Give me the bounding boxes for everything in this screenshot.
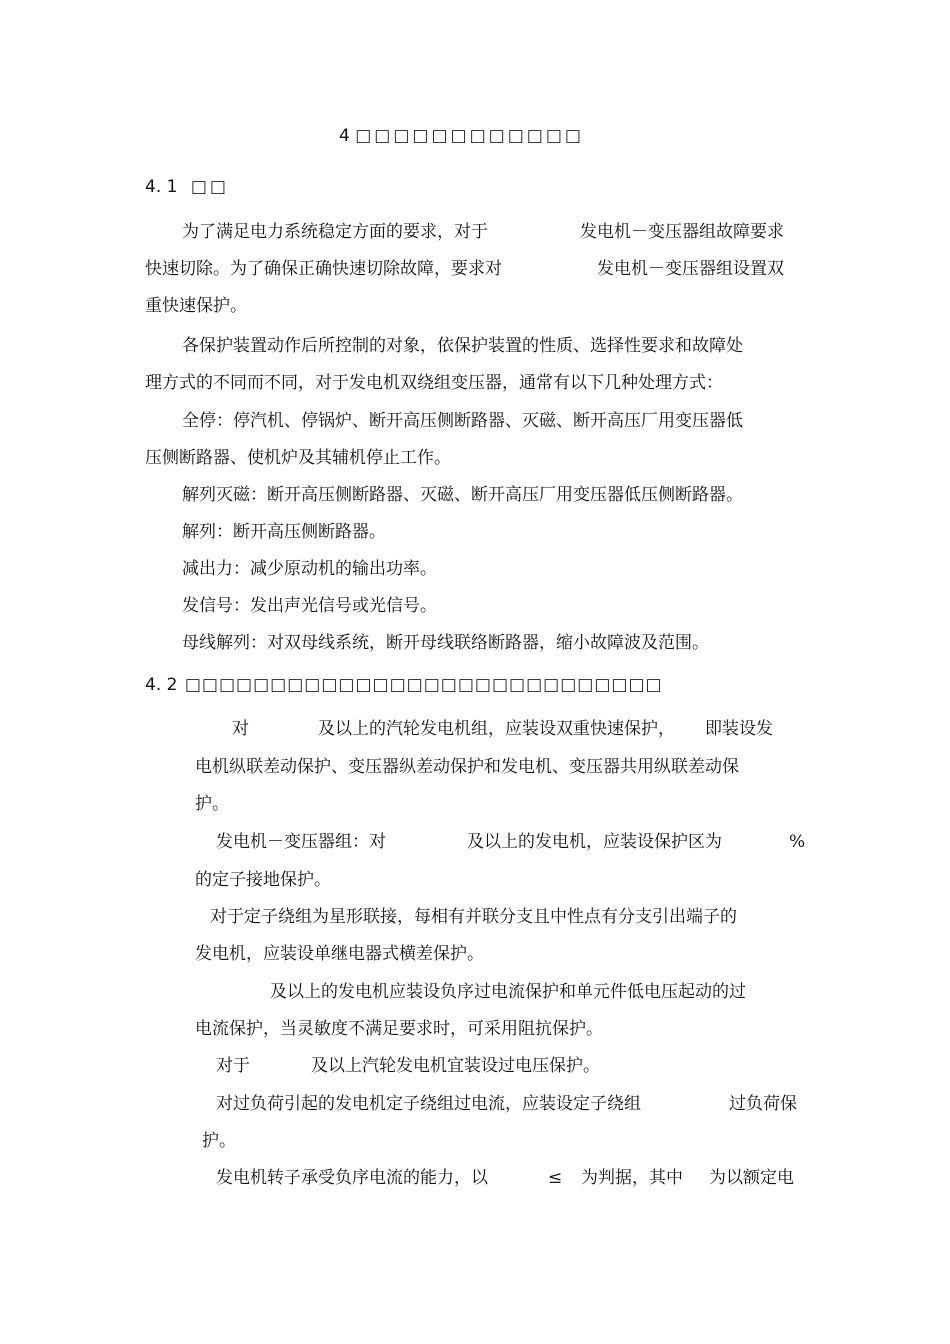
section-number: 4. 2	[145, 675, 178, 695]
paragraph-line: 及以上的发电机，应装设保护区为	[467, 832, 722, 852]
paragraph-line: 为了满足电力系统稳定方面的要求，对于	[182, 222, 488, 242]
paragraph-line: 对	[232, 719, 249, 739]
paragraph-line: 发电机－变压器组设置双	[597, 259, 784, 279]
paragraph-line: 快速切除。为了确保正确快速切除故障，要求对	[145, 259, 502, 279]
paragraph-line: 压侧断路器、使机炉及其辅机停止工作。	[145, 448, 451, 468]
paragraph-line: 及以上的发电机应装设负序过电流保护和单元件低电压起动的过	[270, 982, 746, 1002]
paragraph-line: 发电机－变压器组故障要求	[580, 222, 784, 242]
list-item: 解列：断开高压侧断路器。	[182, 522, 386, 542]
paragraph-line: 的定子接地保护。	[195, 870, 331, 890]
paragraph-line: ≤	[548, 1168, 563, 1188]
paragraph-line: 重快速保护。	[145, 296, 247, 316]
title-text: □□□□□□□□□□□□	[355, 126, 584, 146]
section-title: □□	[190, 177, 229, 197]
paragraph-line: 发电机，应装设单继电器式横差保护。	[195, 944, 484, 964]
paragraph-line: 理方式的不同而不同，对于发电机双绕组变压器，通常有以下几种处理方式：	[145, 373, 723, 393]
paragraph-line: 为以额定电	[709, 1168, 794, 1188]
paragraph-line: 护。	[195, 794, 229, 814]
paragraph-line: 发电机转子承受负序电流的能力，以	[216, 1168, 488, 1188]
paragraph-line: 发电机－变压器组：对	[216, 832, 386, 852]
paragraph-line: 各保护装置动作后所控制的对象，依保护装置的性质、选择性要求和故障处	[182, 336, 743, 356]
paragraph-line: 对过负荷引起的发电机定子绕组过电流，应装设定子绕组	[216, 1094, 641, 1114]
paragraph-line: 对于定子绕组为星形联接，每相有并联分支且中性点有分支引出端子的	[210, 907, 737, 927]
list-item: 解列灭磁：断开高压侧断路器、灭磁、断开高压厂用变压器低压侧断路器。	[182, 485, 743, 505]
paragraph-line: 及以上汽轮发电机宜装设过电压保护。	[311, 1056, 600, 1076]
section-heading-4-2	[145, 675, 663, 695]
page-title	[339, 126, 584, 146]
paragraph-line: 及以上的汽轮发电机组，应装设双重快速保护，	[318, 719, 675, 739]
paragraph-line: 电机纵联差动保护、变压器纵差动保护和发电机、变压器共用纵联差动保	[195, 757, 739, 777]
paragraph-line: 即装设发	[705, 719, 773, 739]
section-title: □□□□□□□□□□□□□□□□□□□□□□□□□□□□	[184, 675, 663, 695]
paragraph-line: 过负荷保	[729, 1094, 797, 1114]
paragraph-line: %	[789, 832, 806, 852]
paragraph-line: 为判据，其中	[581, 1168, 683, 1188]
paragraph-line: 对于	[216, 1056, 250, 1076]
list-item: 母线解列：对双母线系统，断开母线联络断路器，缩小故障波及范围。	[182, 633, 709, 653]
section-heading-4-1	[145, 177, 229, 197]
title-number: 4	[339, 126, 350, 146]
list-item: 发信号：发出声光信号或光信号。	[182, 596, 437, 616]
paragraph-line: 电流保护，当灵敏度不满足要求时，可采用阻抗保护。	[195, 1019, 603, 1039]
section-number: 4. 1	[145, 177, 178, 197]
paragraph-line: 护。	[202, 1131, 236, 1151]
list-item: 减出力：减少原动机的输出功率。	[182, 559, 437, 579]
paragraph-line: 全停：停汽机、停锅炉、断开高压侧断路器、灭磁、断开高压厂用变压器低	[182, 411, 743, 431]
